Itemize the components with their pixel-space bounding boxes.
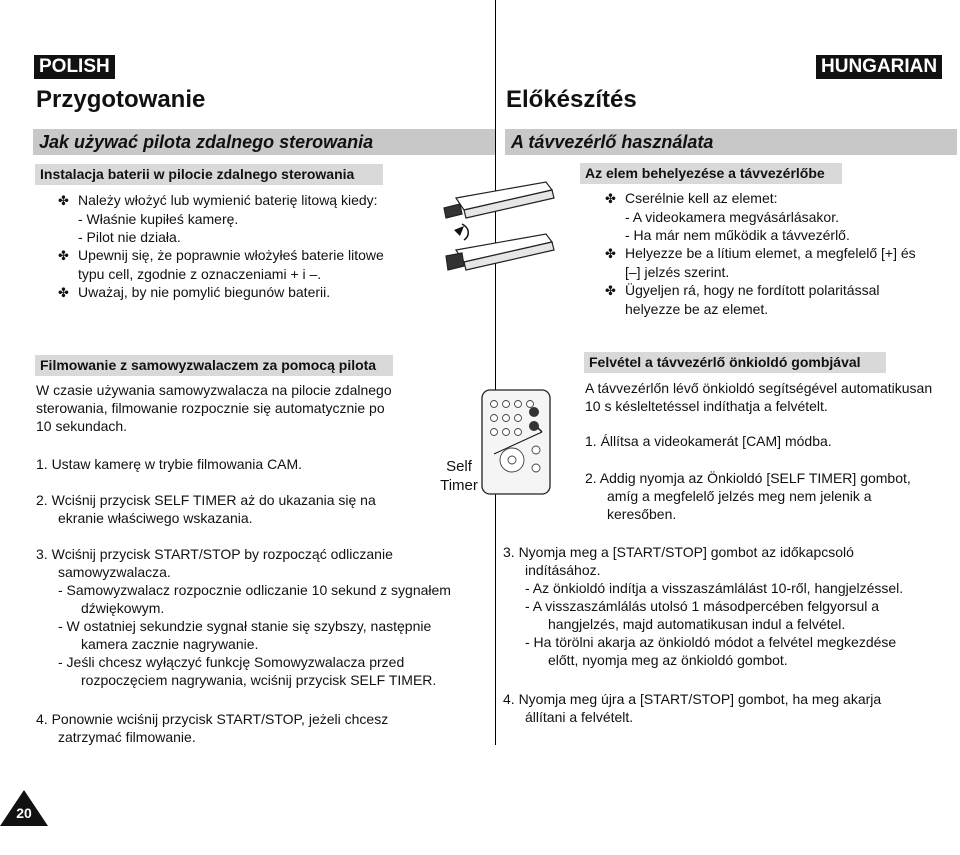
bullet-icon: ✤	[605, 283, 616, 298]
bullet-icon: ✤	[605, 191, 616, 206]
step-4-hungarian: 4. Nyomja meg újra a [START/STOP] gombot, ha meg akarja állítani a felvételt.	[503, 691, 882, 725]
lang-badge-polish: POLISH	[34, 55, 115, 79]
page-number: 20	[16, 805, 32, 821]
page-title-polish: Przygotowanie	[36, 86, 206, 113]
bullet-icon: ✤	[58, 285, 69, 300]
step-3-hungarian: 3. Nyomja meg a [START/STOP] gombot az időkapcsoló indításához. - Az önkioldó indítja a visszaszámlálást 10-ről, hangjelzéssel. - A visszaszámlálás utolsó 1 másodpercében felgyorsul a hangjelzés, majd automatikusan indul a felvétel. - Ha törölni akarja az önkioldó módot a felvétel megkezdése előtt, nyomja meg az önkioldó gombot.	[503, 544, 904, 668]
bullet-icon: ✤	[58, 248, 69, 263]
battery-text-hungarian: ✤ Cserélnie kell az elemet: - A videokamera megvásárlásakor. - Ha már nem működik a távvezérlő. ✤ Helyezze be a lítium elemet, a megfelelő [+] és [–] jelzés szerint. ✤ Ügyeljen rá, hogy ne fordított polaritással helyezze be az elemet.	[605, 190, 916, 317]
self-timer-intro-polish: W czasie używania samowyzwalacza na pilocie zdalnego sterowania, filmowanie rozpocznie się automatycznie po 10 sekundach.	[36, 382, 392, 434]
self-timer-heading-hungarian: Felvétel a távvezérlő önkioldó gombjával	[584, 352, 886, 373]
battery-text-polish: ✤ Należy włożyć lub wymienić baterię litową kiedy: - Właśnie kupiłeś kamerę. - Pilot nie działa. ✤ Upewnij się, że poprawnie włożyłeś baterie litowe typu cell, zgodnie z oznaczeniami + i –. ✤ Uważaj, by nie pomylić biegunów baterii.	[58, 192, 384, 300]
step-3-polish: 3. Wciśnij przycisk START/STOP by rozpocząć odliczanie samowyzwalacza. - Samowyzwalacz rozpocznie odliczanie 10 sekund z sygnałem dźwiękowym. - W ostatniej sekundzie sygnał stanie się szybszy, następnie kamera zacznie nagrywanie. - Jeśli chcesz wyłączyć funkcję Somowyzwalacza przed rozpoczęciem nagrywania, wciśnij przycisk SELF TIMER.	[36, 546, 451, 688]
step-4-polish: 4. Ponownie wciśnij przycisk START/STOP, jeżeli chcesz zatrzymać filmowanie.	[36, 711, 389, 745]
step-2-polish: 2. Wciśnij przycisk SELF TIMER aż do ukazania się na ekranie właściwego wskazania.	[36, 492, 376, 526]
battery-insertion-illustration	[436, 178, 572, 288]
step-2-hungarian: 2. Addig nyomja az Önkioldó [SELF TIMER] gombot, amíg a megfelelő jelzés meg nem jelenik a keresőben.	[585, 470, 911, 522]
step-1-hungarian: 1. Állítsa a videokamerát [CAM] módba.	[585, 433, 832, 449]
bullet-icon: ✤	[58, 193, 69, 208]
battery-heading-polish: Instalacja baterii w pilocie zdalnego sterowania	[35, 164, 383, 185]
section-band-polish: Jak używać pilota zdalnego sterowania	[33, 129, 495, 155]
step-1-polish: 1. Ustaw kamerę w trybie filmowania CAM.	[36, 456, 303, 472]
self-timer-heading-polish: Filmowanie z samowyzwalaczem za pomocą pilota	[35, 355, 393, 376]
battery-heading-hungarian: Az elem behelyezése a távvezérlőbe	[580, 163, 842, 184]
remote-control-illustration	[480, 388, 555, 498]
column-divider	[495, 0, 496, 745]
bullet-icon: ✤	[605, 246, 616, 261]
section-band-hungarian: A távvezérlő használata	[505, 129, 957, 155]
self-timer-label: Self Timer	[440, 458, 478, 494]
self-timer-intro-hungarian: A távvezérlőn lévő önkioldó segítségével automatikusan 10 s késleltetéssel indíthatja a felvételt.	[585, 380, 933, 414]
lang-badge-hungarian: HUNGARIAN	[816, 55, 942, 79]
page-title-hungarian: Előkészítés	[506, 86, 637, 113]
